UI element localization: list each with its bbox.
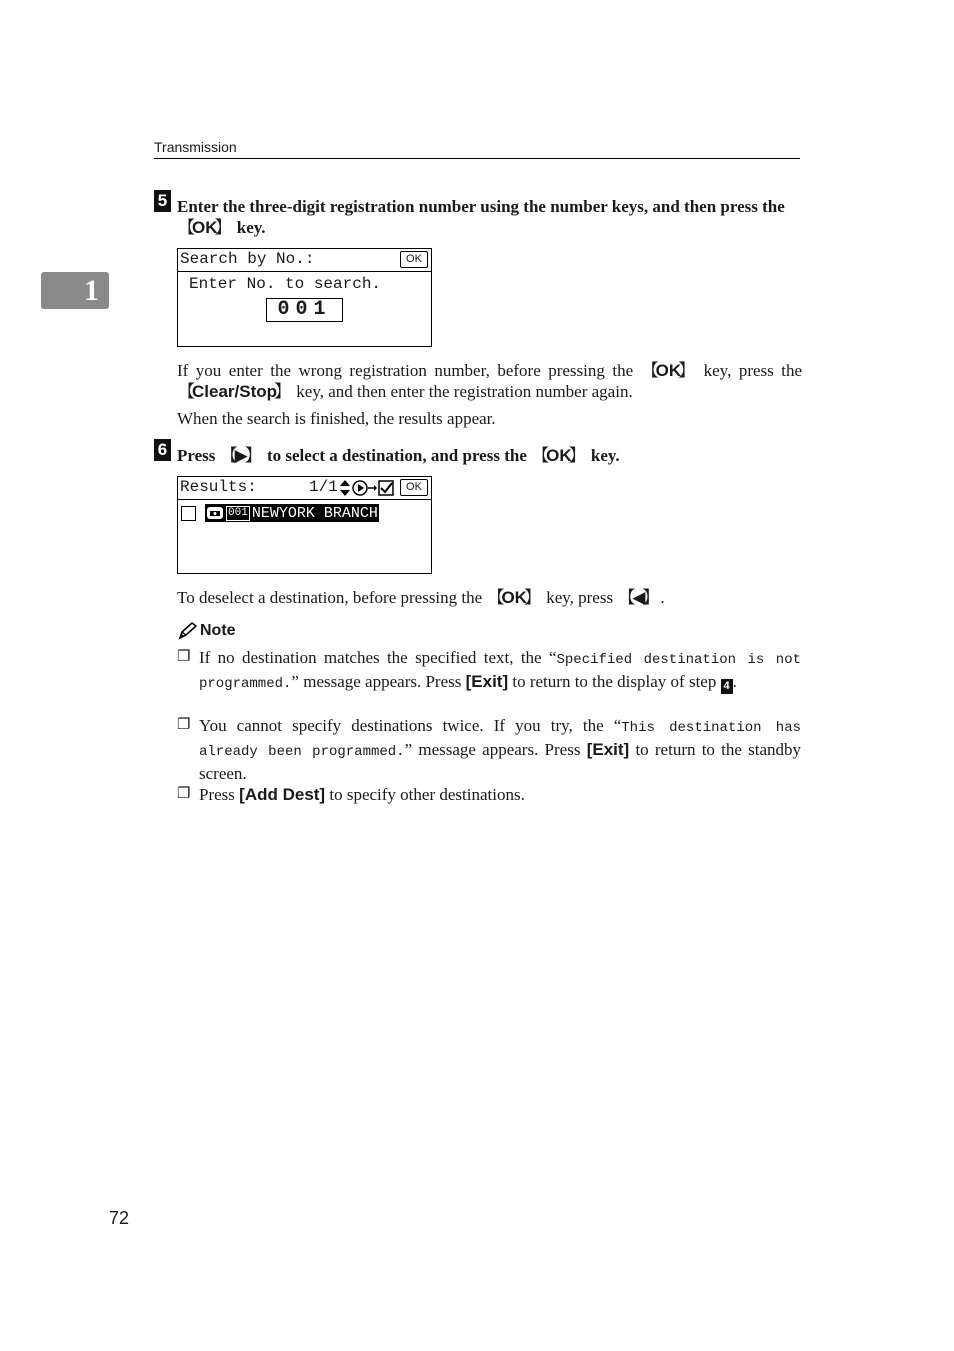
step5-paragraph-1 bbox=[177, 360, 802, 402]
step6-p1-text-b: key, press bbox=[546, 588, 614, 607]
entry-number: 001 bbox=[228, 506, 248, 519]
running-header: Transmission bbox=[154, 139, 237, 155]
fax-telephone-icon bbox=[206, 506, 224, 520]
ok-key-label: 【 OK 】 bbox=[531, 445, 587, 466]
pencil-icon bbox=[177, 622, 197, 640]
up-down-arrow-icon bbox=[340, 480, 350, 496]
step6-heading-text-a: Press bbox=[177, 446, 216, 465]
step6-heading-text-b: to select a destination, and press the bbox=[266, 446, 527, 465]
step5-p1-text-c: key, and then enter the registration number again. bbox=[296, 382, 633, 401]
step5-p1-text-b: key, press the bbox=[703, 361, 803, 380]
lcd-title: Results: bbox=[180, 478, 257, 496]
chapter-tab: 1 bbox=[41, 272, 109, 309]
lcd-titlebar bbox=[178, 477, 431, 500]
exit-key-label: [Exit] bbox=[586, 740, 630, 759]
entry-name: NEWYORK BRANCH bbox=[251, 504, 378, 522]
note-text: to return to the display of step bbox=[512, 672, 717, 691]
message-code: This destination has already been programmed. bbox=[199, 720, 801, 760]
result-checkbox[interactable] bbox=[181, 506, 196, 521]
result-row[interactable] bbox=[181, 503, 379, 523]
lcd-nav-icons bbox=[338, 479, 396, 497]
ok-key-label: 【 OK 】 bbox=[486, 587, 542, 608]
left-arrow-key-label: 【 ◀ 】 bbox=[617, 587, 660, 608]
step5-heading-text-b: key. bbox=[236, 218, 266, 237]
note-text: ” message appears. Press bbox=[404, 740, 581, 759]
note-title: Note bbox=[200, 622, 236, 639]
lcd-titlebar bbox=[178, 249, 431, 272]
note-heading bbox=[177, 622, 236, 640]
checkbox-bullet-icon: ❐ bbox=[177, 649, 191, 665]
step5-p1-text-a: If you enter the wrong registration number, before pressing the bbox=[177, 361, 634, 380]
step-4-reference: 4 bbox=[721, 679, 733, 694]
step6-p1-text-a: To deselect a destination, before pressing the bbox=[177, 588, 483, 607]
ok-key-label: 【 OK 】 bbox=[177, 217, 233, 238]
note-text: to return to the standby screen. bbox=[199, 740, 802, 783]
lcd-page-indicator: 1/1 bbox=[309, 478, 338, 496]
note-text: to specify other destinations. bbox=[329, 785, 525, 804]
registration-number-field[interactable]: 001 bbox=[266, 298, 343, 322]
lcd-title: Search by No.: bbox=[180, 250, 315, 268]
ok-key-label: 【 OK 】 bbox=[641, 360, 697, 381]
note-text: You cannot specify destinations twice. If you try, the “ bbox=[199, 716, 622, 735]
note-text: If no destination matches the specified text, the “ bbox=[199, 648, 557, 667]
step6-paragraph-1 bbox=[177, 587, 665, 608]
note-text: ” message appears. Press bbox=[291, 672, 462, 691]
page-number: 72 bbox=[109, 1208, 130, 1228]
note-item bbox=[177, 715, 801, 784]
step-marker-5: 5 bbox=[154, 190, 171, 212]
step6-p1-text-c: . bbox=[660, 588, 665, 607]
note-text: Press bbox=[199, 785, 235, 804]
note-text: . bbox=[732, 672, 737, 691]
note-item bbox=[177, 784, 801, 805]
select-right-icon bbox=[353, 481, 377, 495]
checkbox-bullet-icon: ❐ bbox=[177, 717, 191, 733]
checkbox-checked-icon bbox=[379, 481, 393, 495]
message-code: Specified destination is not programmed. bbox=[199, 652, 801, 692]
clear-stop-key-label: 【 Clear/Stop 】 bbox=[177, 381, 292, 402]
exit-key-label: [Exit] bbox=[465, 672, 509, 691]
right-arrow-key-label: 【 ▶ 】 bbox=[220, 445, 263, 466]
result-entry-highlight[interactable] bbox=[205, 504, 379, 522]
lcd-prompt: Enter No. to search. bbox=[189, 275, 382, 293]
lcd-search-by-number bbox=[177, 248, 432, 347]
step5-heading-text-a: Enter the three-digit registration number using the number keys, and then press the bbox=[177, 197, 785, 216]
lcd-ok-button[interactable]: OK bbox=[400, 251, 428, 268]
step5-heading bbox=[177, 196, 802, 238]
note-item bbox=[177, 647, 801, 695]
step6-heading-text-c: key. bbox=[590, 446, 620, 465]
lcd-ok-button[interactable]: OK bbox=[400, 479, 428, 496]
lcd-results bbox=[177, 476, 432, 574]
step-marker-6: 6 bbox=[154, 439, 171, 461]
checkbox-bullet-icon: ❐ bbox=[177, 786, 191, 802]
step5-paragraph-2: When the search is finished, the results appear. bbox=[177, 409, 496, 428]
step6-heading bbox=[177, 445, 802, 466]
header-rule bbox=[154, 158, 800, 159]
add-dest-key-label: [Add Dest] bbox=[239, 785, 326, 804]
